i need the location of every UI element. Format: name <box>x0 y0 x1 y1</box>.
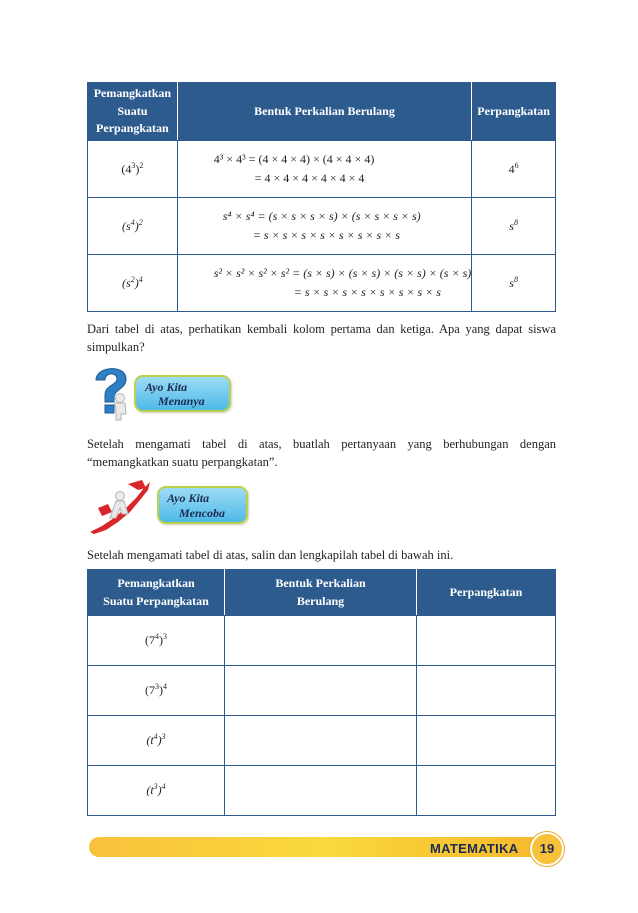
repeated-multiplication-cell <box>177 141 471 198</box>
ayo-kita-mencoba-badge <box>157 486 248 524</box>
page-number: 19 <box>539 841 555 856</box>
base: (7 <box>145 683 155 697</box>
inner-exponent: 4 <box>155 632 159 641</box>
header-pemangkatkan <box>88 570 225 616</box>
expansion-line: = s × s × s × s × s × s × s × s <box>252 228 400 242</box>
empty-answer-cell[interactable] <box>417 716 556 766</box>
inner-exponent: 3 <box>155 682 159 691</box>
base: (t <box>146 733 154 747</box>
table-row <box>88 141 556 198</box>
empty-answer-cell[interactable] <box>417 616 556 666</box>
repeated-multiplication-cell <box>177 255 471 312</box>
footer-subject-label: MATEMATIKA <box>430 841 519 856</box>
header-perpangkatan: Perpangkatan <box>417 570 556 616</box>
badge-line: Menanya <box>158 394 205 408</box>
power-expression-cell <box>88 666 225 716</box>
inner-exponent: 3 <box>153 782 158 791</box>
table-row <box>88 616 556 666</box>
header-pemangkatkan <box>88 83 178 141</box>
empty-answer-cell[interactable] <box>225 616 417 666</box>
empty-answer-cell[interactable] <box>417 766 556 816</box>
inner-exponent: 4 <box>153 732 158 741</box>
empty-answer-cell[interactable] <box>417 666 556 716</box>
table-row <box>88 716 556 766</box>
paren: ) <box>159 633 163 647</box>
exercise-table <box>87 569 556 816</box>
header-line: Perpangkatan <box>96 121 169 136</box>
power-expression-cell <box>88 766 225 816</box>
exercise-table-header <box>88 570 556 616</box>
badge-line: Mencoba <box>179 506 225 520</box>
base: (s <box>122 275 131 290</box>
power-expression-cell <box>88 255 178 312</box>
outer-exponent: 4 <box>163 682 167 691</box>
result-cell <box>472 198 556 255</box>
power-expression-cell <box>88 141 178 198</box>
table-row <box>88 255 556 312</box>
expansion-line: 4³ × 4³ = (4 × 4 × 4) × (4 × 4 × 4) <box>213 151 375 166</box>
paren: ) <box>134 275 139 290</box>
header-line: Suatu Perpangkatan <box>103 593 209 608</box>
expansion-line: s⁴ × s⁴ = (s × s × s × s) × (s × s × s × s) <box>222 208 421 223</box>
power-table <box>87 82 556 312</box>
result-cell <box>472 141 556 198</box>
outer-exponent: 3 <box>163 632 167 641</box>
result-cell <box>472 255 556 312</box>
power-table-header <box>88 83 556 141</box>
table-row <box>88 198 556 255</box>
header-line: Berulang <box>296 593 345 608</box>
empty-answer-cell[interactable] <box>225 716 417 766</box>
base: (7 <box>145 633 155 647</box>
outer-exponent: 4 <box>161 782 166 791</box>
header-line: Bentuk Perkalian <box>275 576 366 591</box>
power-expression-cell <box>88 616 225 666</box>
paren: ) <box>134 218 139 233</box>
climbing-person-icon <box>88 478 158 534</box>
instruction-paragraph: Setelah mengamati tabel di atas, buatlah pertanyaan yang berhubungan dengan “memangkatkan suatu perpangkatan”. <box>87 437 556 469</box>
base: (t <box>146 783 154 797</box>
table-row <box>88 666 556 716</box>
outer-exponent: 4 <box>138 274 143 284</box>
expansion-line: = 4 × 4 × 4 × 4 × 4 × 4 <box>254 171 365 185</box>
paren: ) <box>135 161 140 176</box>
outer-exponent: 2 <box>138 217 143 227</box>
paren: ) <box>159 683 163 697</box>
badge-line: Ayo Kita <box>167 491 210 505</box>
ayo-kita-menanya-badge <box>134 375 231 412</box>
expansion-line: s² × s² × s² × s² = (s × s) × (s × s) × (s × s) × (s × s) <box>213 265 472 280</box>
result-base: s <box>509 218 514 233</box>
table-row <box>88 766 556 816</box>
inner-exponent: 2 <box>130 274 135 284</box>
outer-exponent: 2 <box>139 160 144 170</box>
result-base: 4 <box>508 161 515 176</box>
question-paragraph: Dari tabel di atas, perhatikan kembali kolom pertama dan ketiga. Apa yang dapat siswa simpulkan? <box>87 322 556 354</box>
header-perpangkatan: Perpangkatan <box>472 83 556 141</box>
repeated-multiplication-cell <box>177 198 471 255</box>
result-exponent: 8 <box>513 217 518 227</box>
outer-exponent: 3 <box>161 732 166 741</box>
header-bentuk-perkalian <box>225 570 417 616</box>
question-person-icon <box>90 362 135 422</box>
result-exponent: 8 <box>513 274 518 284</box>
empty-answer-cell[interactable] <box>225 766 417 816</box>
header-line: Pemangkatkan <box>93 86 172 101</box>
base: (4 <box>121 161 132 176</box>
inner-exponent: 4 <box>130 217 135 227</box>
exercise-paragraph: Setelah mengamati tabel di atas, salin dan lengkapilah tabel di bawah ini. <box>87 548 454 562</box>
empty-answer-cell[interactable] <box>225 666 417 716</box>
base: (s <box>122 218 131 233</box>
header-bentuk-perkalian: Bentuk Perkalian Berulang <box>177 83 471 141</box>
expansion-line: = s × s × s × s × s × s × s × s <box>293 285 441 299</box>
paren: ) <box>157 733 162 747</box>
paren: ) <box>157 783 162 797</box>
header-line: Suatu <box>117 103 148 118</box>
power-expression-cell <box>88 716 225 766</box>
badge-line: Ayo Kita <box>145 380 188 394</box>
result-base: s <box>509 275 514 290</box>
power-expression-cell <box>88 198 178 255</box>
header-line: Pemangkatkan <box>117 576 195 591</box>
inner-exponent: 3 <box>131 160 136 170</box>
result-exponent: 6 <box>514 160 519 170</box>
